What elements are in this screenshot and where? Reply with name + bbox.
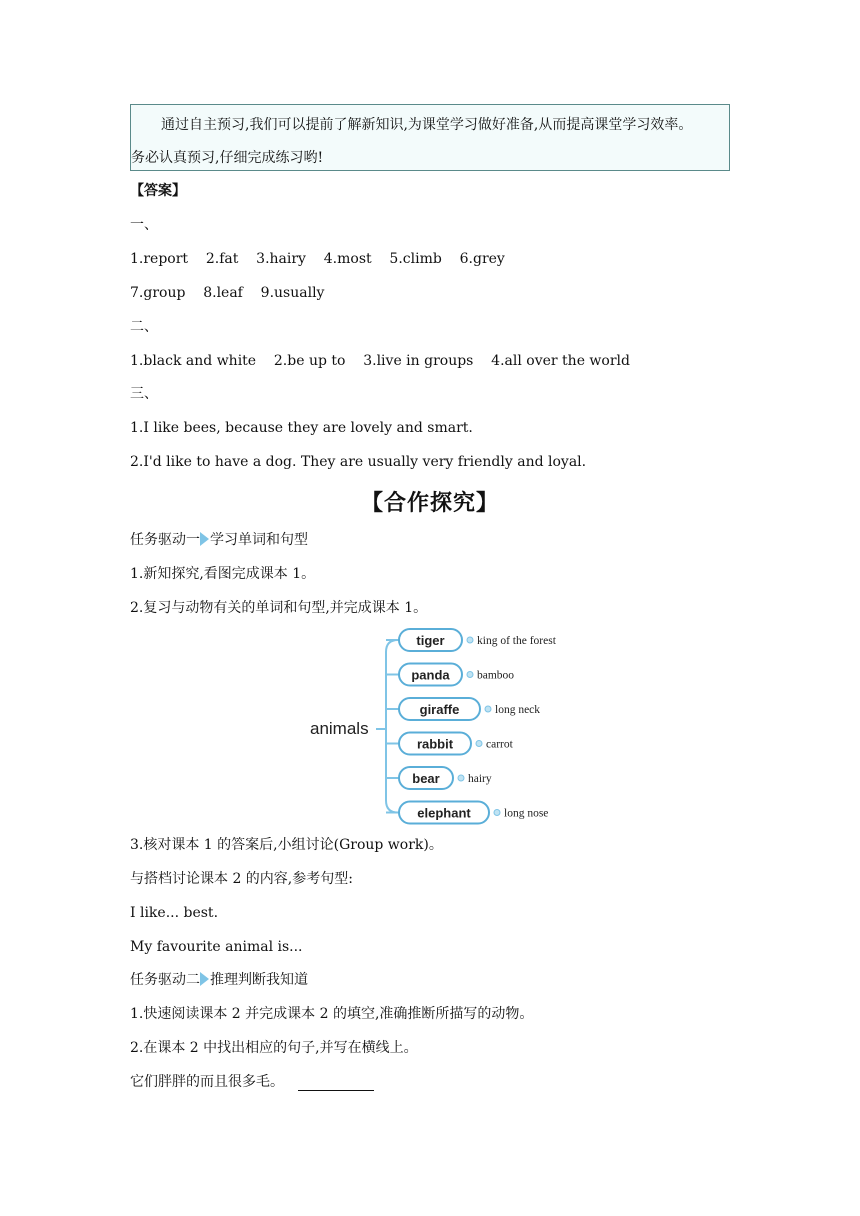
note-line-1: 通过自主预习,我们可以提前了解新知识,为课堂学习做好准备,从而提高课堂学习效率。 (161, 117, 693, 133)
note-line-2: 务必认真预习,仔细完成练习哟! (131, 150, 324, 166)
animal-label: elephant (417, 805, 471, 821)
animal-description: long neck (495, 704, 541, 716)
discuss-prompt: 与搭档讨论课本 2 的内容,参考句型: (130, 871, 353, 887)
cooperation-title: 【合作探究】 (360, 491, 499, 516)
animal-description: king of the forest (477, 635, 556, 647)
connector-dot (476, 741, 482, 747)
animals-mind-map (300, 620, 570, 825)
section-1-label: 一、 (130, 217, 158, 233)
task-1-text: 学习单词和句型 (210, 532, 308, 548)
animal-label: panda (411, 667, 450, 683)
task-1-prefix: 任务驱动一 (130, 532, 200, 548)
mind-map-root: animals (310, 719, 369, 738)
animal-description: carrot (486, 738, 513, 751)
section-3-row-2: 2.I'd like to have a dog. They are usually very friendly and loyal. (130, 454, 587, 470)
step-6: 它们胖胖的而且很多毛。 (130, 1074, 284, 1090)
task-2-text: 推理判断我知道 (210, 972, 308, 988)
step-2: 2.复习与动物有关的单词和句型,并完成课本 1。 (130, 600, 428, 616)
sentence-pattern-1: I like... best. (130, 905, 219, 921)
animal-description: hairy (468, 773, 492, 785)
section-3-label: 三、 (130, 386, 158, 402)
connector-dot (458, 775, 464, 781)
section-1-row-2: 7.group 8.leaf 9.usually (130, 285, 325, 301)
task-1-line (130, 531, 308, 549)
section-1-row-1: 1.report 2.fat 3.hairy 4.most 5.climb 6.grey (130, 251, 505, 267)
step-4: 1.快速阅读课本 2 并完成课本 2 的填空,准确推断所描写的动物。 (130, 1006, 534, 1022)
arrow-icon (200, 972, 209, 986)
task-2-prefix: 任务驱动二 (130, 972, 200, 988)
step-3: 3.核对课本 1 的答案后,小组讨论(Group work)。 (130, 837, 443, 853)
animal-label: giraffe (419, 702, 460, 717)
section-2-row-1: 1.black and white 2.be up to 3.live in groups 4.all over the world (130, 353, 630, 369)
preview-note-box (130, 104, 730, 171)
arrow-icon (200, 532, 209, 546)
animal-description: bamboo (477, 669, 515, 682)
answer-heading: 【答案】 (130, 183, 186, 199)
connector-dot (485, 706, 491, 712)
animal-description: long nose (504, 807, 549, 820)
mind-map-trunk (386, 640, 398, 813)
sentence-pattern-2: My favourite animal is... (130, 939, 303, 955)
section-2-label: 二、 (130, 319, 158, 335)
connector-dot (467, 672, 473, 678)
section-3-row-1: 1.I like bees, because they are lovely and smart. (130, 420, 473, 436)
answer-blank[interactable] (298, 1076, 374, 1091)
step-1: 1.新知探究,看图完成课本 1。 (130, 566, 316, 582)
animal-label: bear (412, 771, 440, 786)
step-5: 2.在课本 2 中找出相应的句子,并写在横线上。 (130, 1040, 418, 1056)
animal-label: rabbit (416, 736, 454, 752)
connector-dot (467, 637, 473, 643)
connector-dot (494, 810, 500, 816)
task-2-line (130, 971, 308, 989)
step-6-line (130, 1073, 374, 1091)
animal-label: tiger (416, 633, 445, 648)
